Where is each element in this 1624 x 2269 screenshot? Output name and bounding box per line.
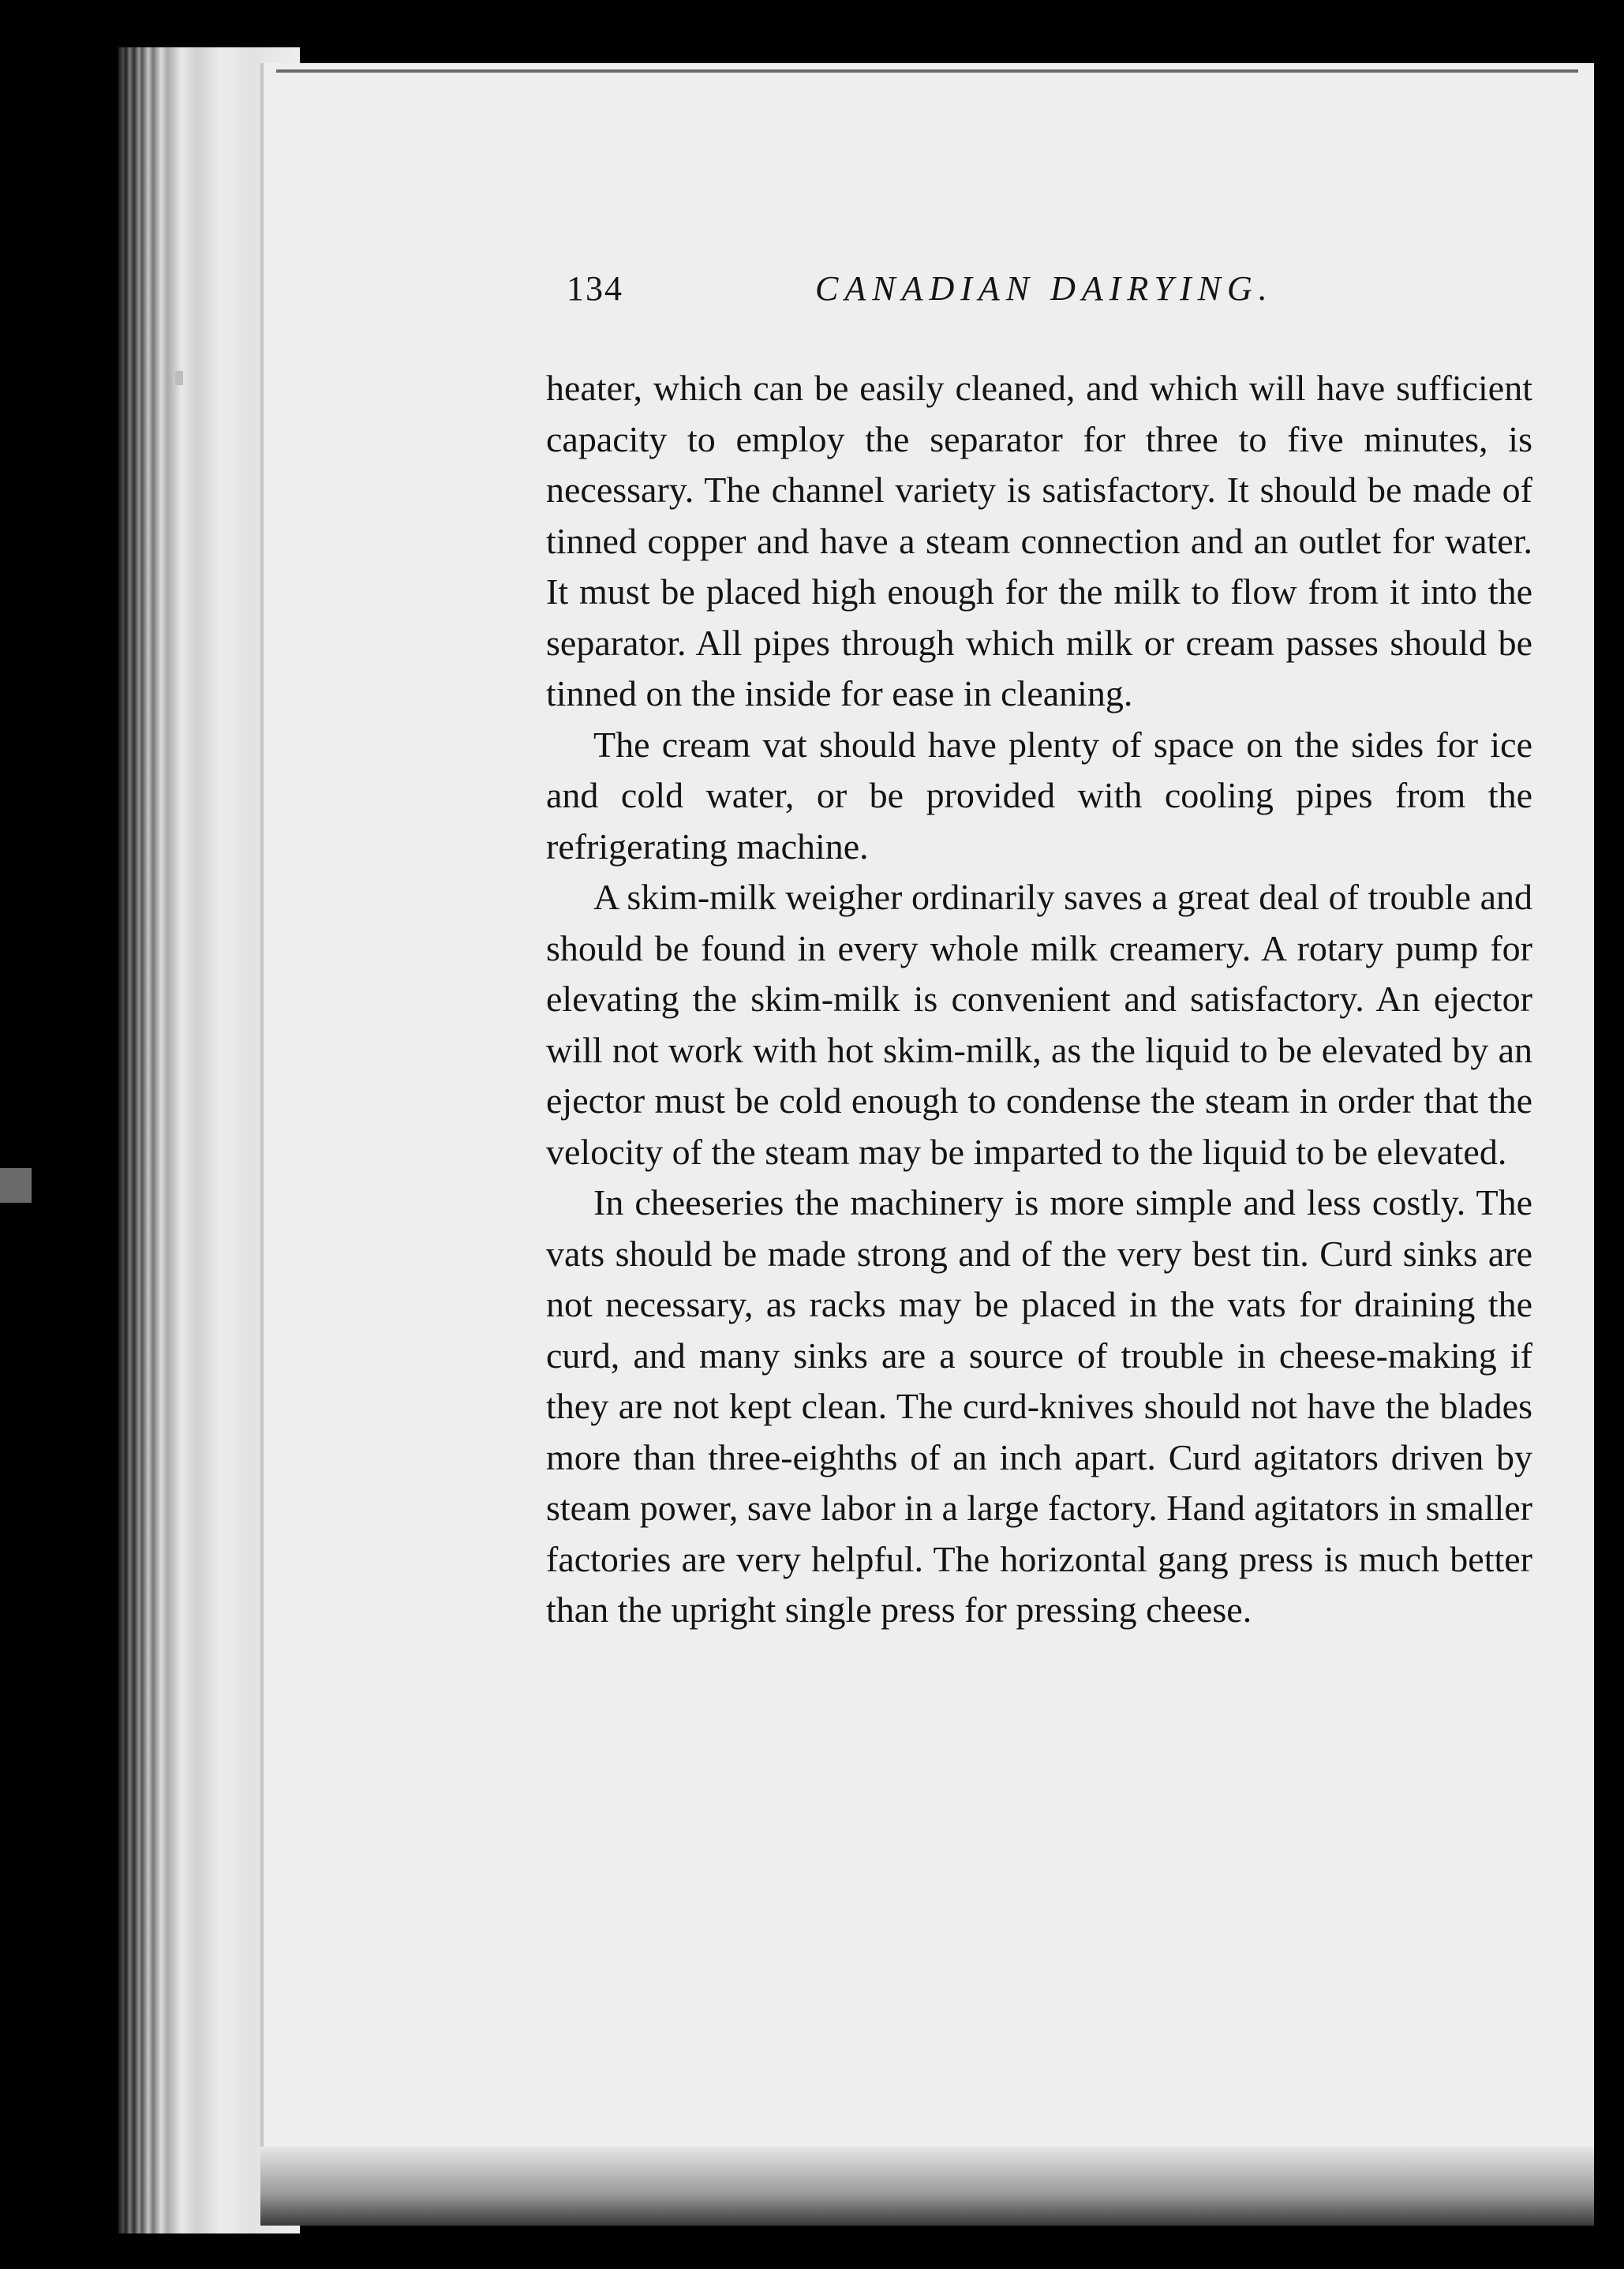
body-text xyxy=(546,363,1532,1636)
scan-speck xyxy=(175,371,183,385)
paragraph: In cheeseries the machinery is more simple and less costly. The vats should be made strong and of the very best tin. Curd sinks are not necessary, as racks may be placed in the vats for draining the curd, and many sinks are a source of trouble in cheese-making if they are not kept clean. The curd-knives should not have the blades more than three-eighths of an inch apart. Curd agitators driven by steam power, save labor in a large factory. Hand agitators in smaller factories are very helpful. The horizontal gang press is much better than the upright single press for pressing cheese. xyxy=(546,1182,1532,1630)
page-bottom-edge xyxy=(260,2147,1594,2226)
page-top-edge xyxy=(276,69,1578,73)
running-head: CANADIAN DAIRYING. xyxy=(815,269,1274,308)
paragraph: heater, which can be easily cleaned, and which will have sufficient capacity to employ the separator for three to five minutes, is necessary. The channel variety is satisfactory. It should be made of tinned copper and have a steam connection and an outlet for water. It must be placed high enough for the milk to flow from it into the separator. All pipes through which milk or cream passes should be tinned on the inside for ease in cleaning. xyxy=(546,368,1532,713)
paragraph: A skim-milk weigher ordinarily saves a great deal of trouble and should be found in every whole milk creamery. A rotary pump for elevating the skim-milk is convenient and satisfactory. An ejector will not work with hot skim-milk, as the liquid to be elevated by an ejector must be cold enough to condense the steam in order that the velocity of the steam may be imparted to the liquid to be elevated. xyxy=(546,877,1532,1172)
scan-artifact xyxy=(0,1168,32,1203)
page-number: 134 xyxy=(567,269,623,308)
page-header xyxy=(567,268,1569,339)
paragraph: The cream vat should have plenty of space on the sides for ice and cold water, or be provided with cooling pipes from the refrigerating machine. xyxy=(546,724,1532,867)
